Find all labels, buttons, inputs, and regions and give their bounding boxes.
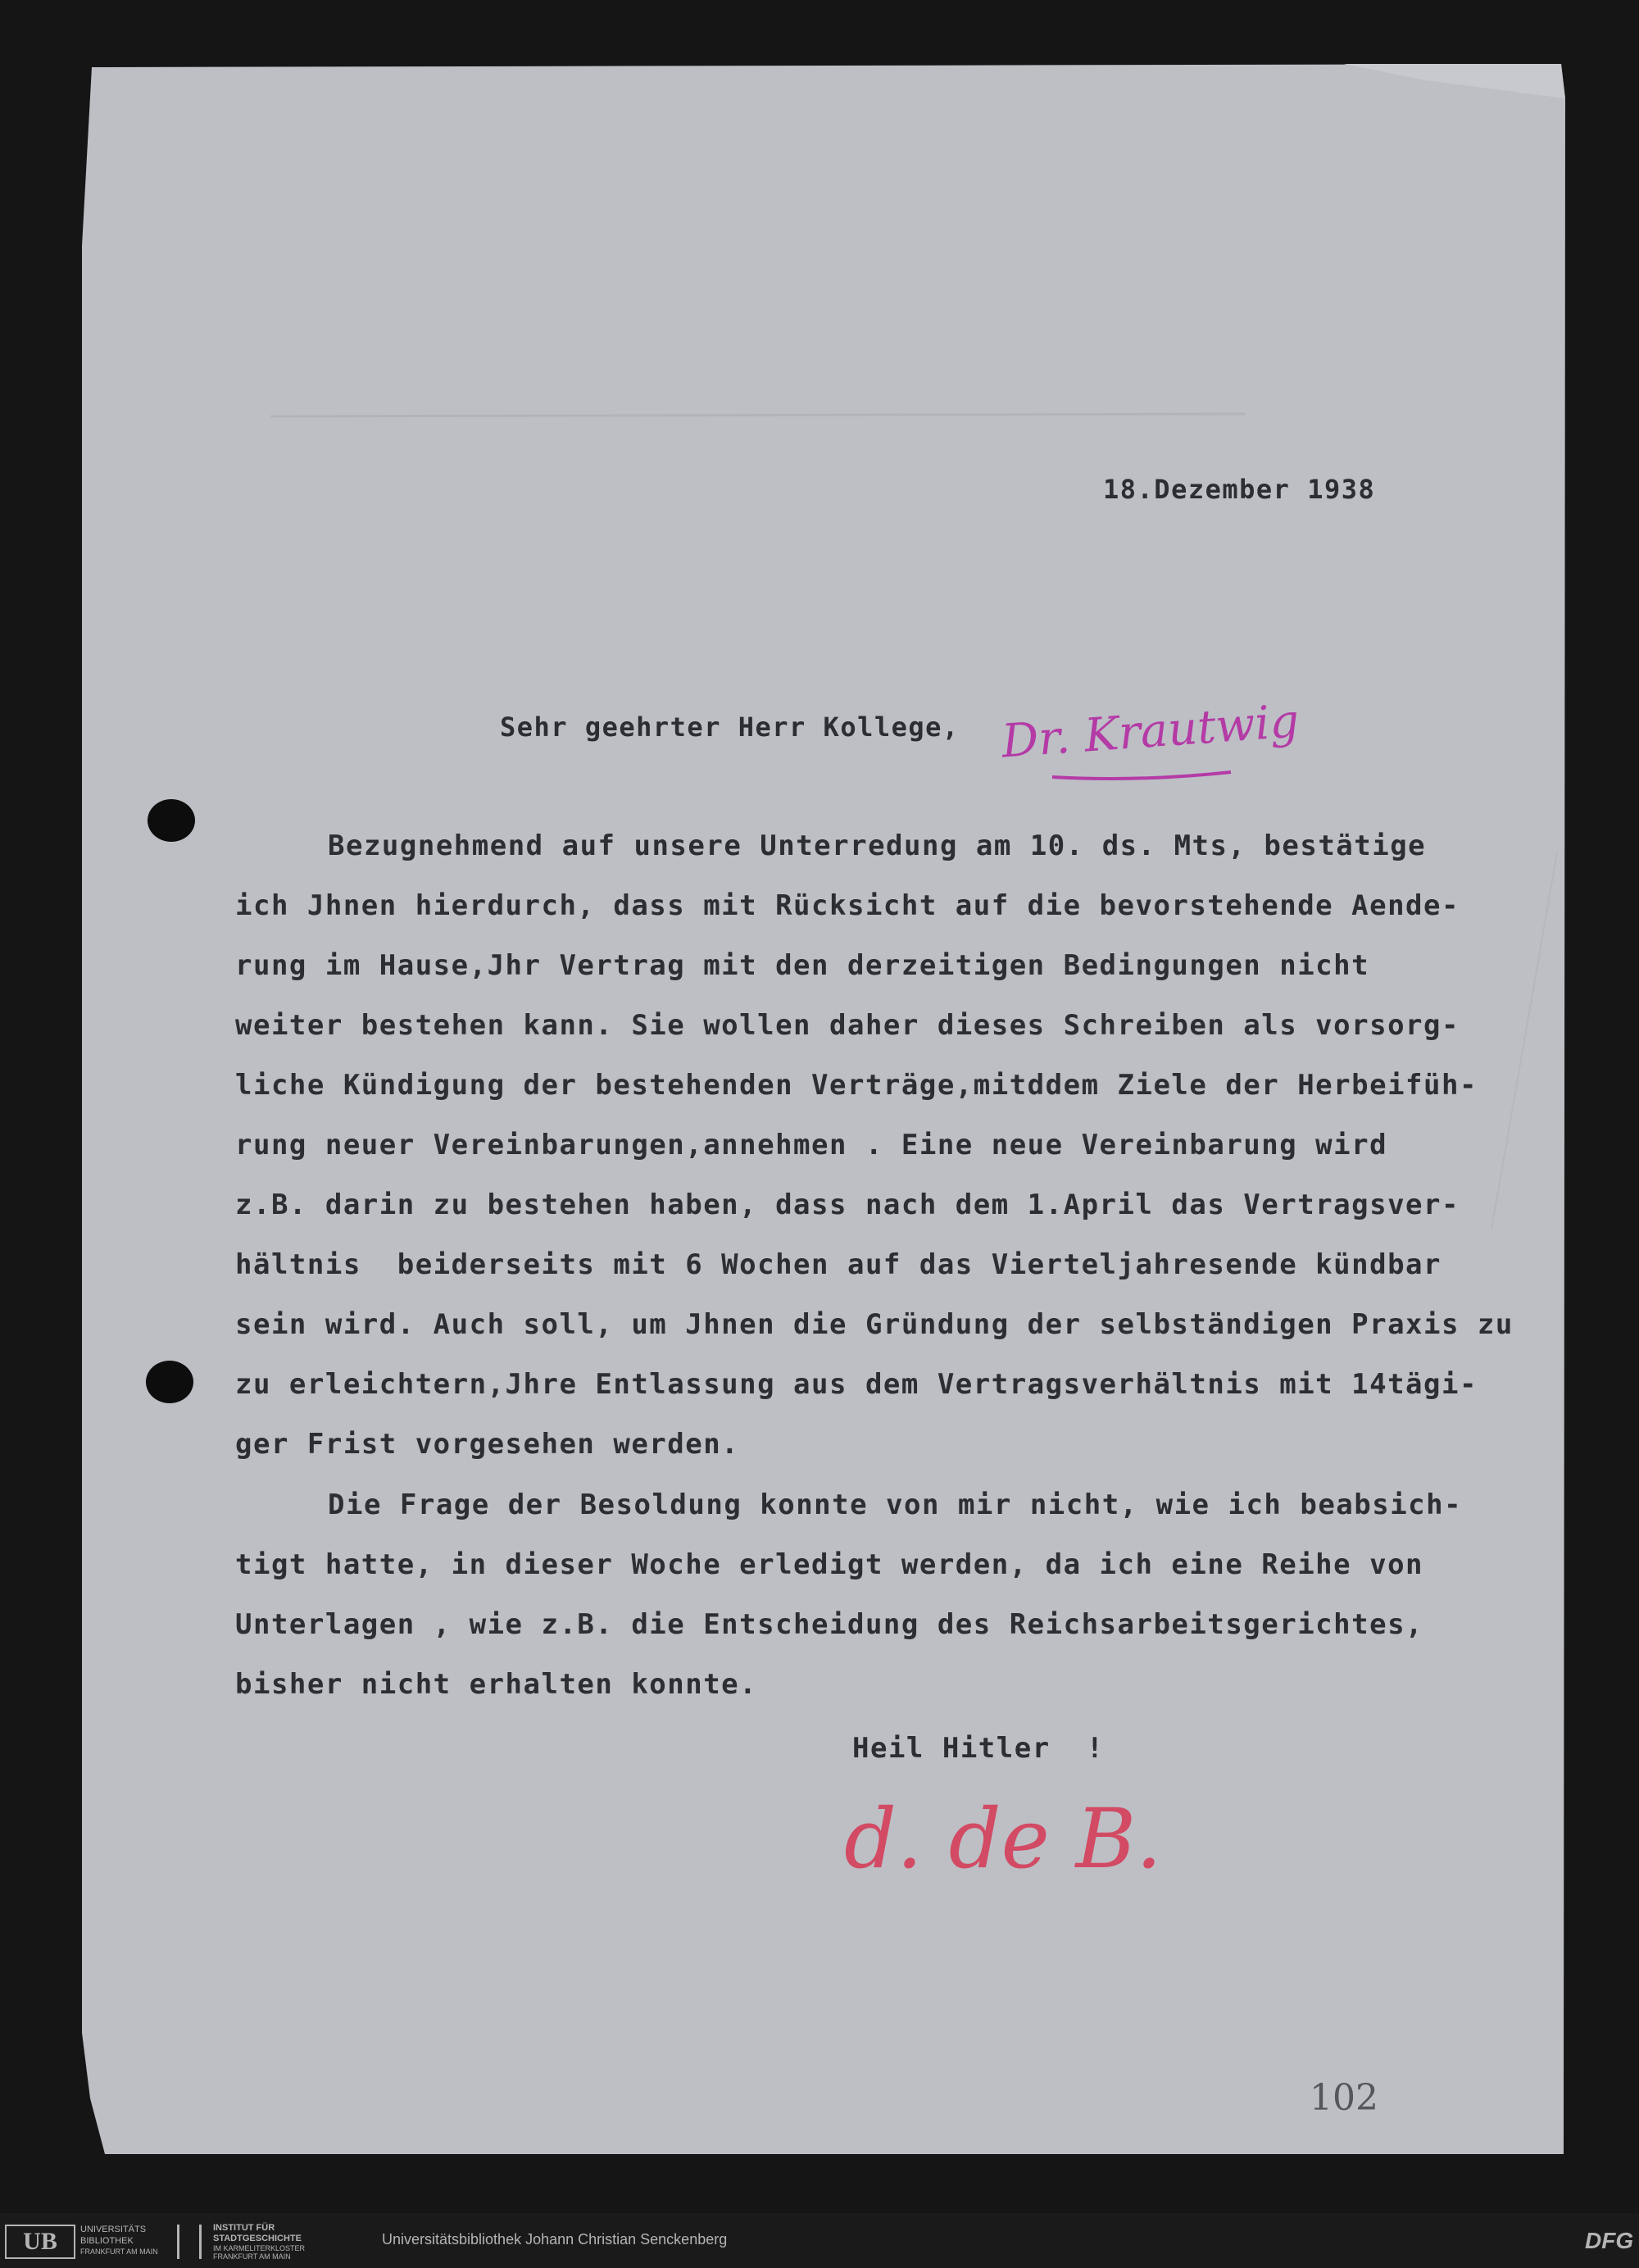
handwritten-underline — [1049, 762, 1237, 787]
paragraph1-line-10: zu erleichtern,Jhre Entlassung aus dem Vertragsverhältnis mit 14tägi- — [235, 1368, 1478, 1401]
handwritten-addressee: Dr. Krautwig — [1000, 694, 1301, 769]
letter-date: 18.Dezember 1938 — [1103, 474, 1376, 505]
paragraph2-line-4: bisher nicht erhalten konnte. — [235, 1668, 758, 1701]
ub-logo-line-1: UNIVERSITÄTS — [80, 2225, 147, 2234]
handwritten-signature: d. de B. — [844, 1791, 1162, 1887]
punch-hole-top — [148, 799, 195, 842]
closing: Heil Hitler ! — [852, 1732, 1105, 1765]
ub-logo-mark: UB — [5, 2225, 75, 2259]
paragraph1-line-2: ich Jhnen hierdurch, dass mit Rücksicht auf die bevorstehende Aende- — [235, 889, 1460, 922]
isg-logo-line-2: STADTGESCHICHTE — [213, 2234, 302, 2243]
page-number: 102 — [1310, 2077, 1378, 2119]
paragraph1-line-8: hältnis beiderseits mit 6 Wochen auf das Vierteljahresende kündbar — [235, 1248, 1442, 1281]
paragraph2-line-1: Die Frage der Besoldung konnte von mir nicht, wie ich beabsich- — [328, 1489, 1463, 1521]
isg-logo — [177, 2223, 325, 2261]
ub-logo-line-2: BIBLIOTHEK — [80, 2236, 134, 2246]
isg-logo-line-4: FRANKFURT AM MAIN — [213, 2252, 291, 2261]
footer-bar — [0, 2213, 1639, 2268]
paragraph1-line-6: rung neuer Vereinbarungen,annehmen . Eine neue Vereinbarung wird — [235, 1129, 1388, 1161]
ub-logo-line-3: FRANKFURT AM MAIN — [80, 2248, 158, 2256]
footer-caption: Universitätsbibliothek Johann Christian Senckenberg — [382, 2231, 728, 2248]
isg-logo-line-3: IM KARMELITERKLOSTER — [213, 2244, 306, 2252]
isg-logo-line-1: INSTITUT FÜR — [213, 2223, 275, 2233]
paragraph1-line-4: weiter bestehen kann. Sie wollen daher dieses Schreiben als vorsorg- — [235, 1009, 1460, 1042]
isg-logo-mark — [177, 2225, 202, 2259]
salutation: Sehr geehrter Herr Kollege, — [500, 711, 960, 743]
paragraph1-line-1: Bezugnehmend auf unsere Unterredung am 10. ds. Mts, bestätige — [328, 829, 1427, 862]
paragraph1-line-3: rung im Hause,Jhr Vertrag mit den derzeitigen Bedingungen nicht — [235, 949, 1370, 982]
paragraph2-line-2: tigt hatte, in dieser Woche erledigt werden, da ich eine Reihe von — [235, 1548, 1424, 1581]
paragraph1-line-7: z.B. darin zu bestehen haben, dass nach dem 1.April das Vertragsver- — [235, 1189, 1460, 1221]
paragraph2-line-3: Unterlagen , wie z.B. die Entscheidung des Reichsarbeitsgerichtes, — [235, 1608, 1424, 1641]
ub-logo — [5, 2225, 174, 2259]
paragraph1-line-5: liche Kündigung der bestehenden Verträge,mitddem Ziele der Herbeifüh- — [235, 1069, 1478, 1102]
paragraph1-line-9: sein wird. Auch soll, um Jhnen die Gründung der selbständigen Praxis zu — [235, 1308, 1514, 1341]
paragraph1-line-11: ger Frist vorgesehen werden. — [235, 1428, 740, 1461]
dfg-logo: DFG — [1585, 2228, 1634, 2253]
punch-hole-bottom — [146, 1361, 193, 1403]
